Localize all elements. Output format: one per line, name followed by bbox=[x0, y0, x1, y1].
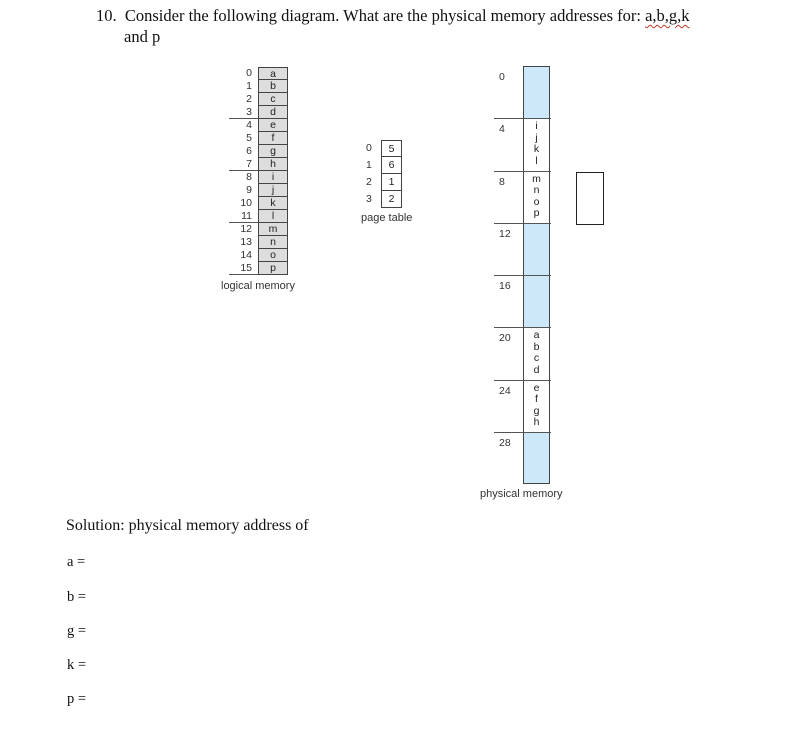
frame-number: 1 bbox=[381, 174, 402, 191]
logical-memory-cell: m bbox=[258, 223, 288, 236]
physical-memory-letter: d bbox=[533, 363, 540, 376]
logical-memory-cell: g bbox=[258, 145, 288, 158]
logical-address: 14 bbox=[240, 249, 252, 261]
frame-number: 5 bbox=[381, 140, 402, 157]
logical-memory-cell: n bbox=[258, 236, 288, 249]
logical-memory-cell: f bbox=[258, 132, 288, 145]
answer-line: g = bbox=[67, 623, 87, 639]
physical-frame-contents bbox=[524, 328, 549, 379]
physical-memory-letter: h bbox=[533, 416, 540, 428]
logical-address: 11 bbox=[229, 210, 258, 223]
physical-memory-letter: l bbox=[535, 154, 538, 167]
physical-memory-letter: f bbox=[535, 393, 538, 405]
frame-address: 20 bbox=[499, 332, 511, 345]
frame-address: 4 bbox=[499, 123, 505, 136]
physical-memory-letter: e bbox=[533, 381, 540, 394]
logical-memory-row bbox=[229, 119, 288, 132]
physical-memory-caption: physical memory bbox=[480, 488, 563, 500]
frame-address: 0 bbox=[499, 71, 505, 83]
logical-memory-cell: k bbox=[258, 197, 288, 210]
logical-memory-cell: p bbox=[258, 262, 288, 275]
logical-address: 12 bbox=[240, 223, 252, 235]
frame-address: 28 bbox=[499, 436, 511, 449]
logical-address: 4 bbox=[246, 119, 252, 131]
frame-address: 24 bbox=[499, 384, 511, 397]
logical-address: 1 bbox=[246, 80, 252, 92]
empty-answer-box bbox=[576, 172, 604, 225]
logical-memory-row bbox=[229, 158, 288, 171]
physical-frame-contents bbox=[524, 119, 549, 170]
logical-memory-row bbox=[229, 145, 288, 158]
frame-address: 12 bbox=[499, 227, 511, 240]
frame-divider bbox=[494, 432, 551, 433]
question-number: 10. bbox=[96, 6, 117, 25]
logical-memory-cell: o bbox=[258, 249, 288, 262]
physical-memory-letter: n bbox=[533, 184, 540, 196]
logical-address: 8 bbox=[246, 171, 252, 183]
frame-address: 16 bbox=[499, 280, 511, 292]
logical-memory-cell: c bbox=[258, 93, 288, 106]
logical-memory-cell: e bbox=[258, 119, 288, 132]
frame-divider bbox=[494, 223, 551, 224]
logical-memory-row bbox=[229, 132, 288, 145]
logical-memory-row bbox=[229, 262, 288, 275]
page-table-caption: page table bbox=[361, 212, 413, 224]
answer-line: p = bbox=[67, 691, 87, 707]
physical-memory-letter: g bbox=[533, 404, 540, 417]
logical-memory-row bbox=[229, 80, 288, 93]
logical-address: 9 bbox=[246, 184, 252, 196]
physical-frame-contents bbox=[524, 381, 549, 432]
logical-memory-row bbox=[229, 236, 288, 249]
logical-memory-cell: h bbox=[258, 158, 288, 171]
logical-memory-row bbox=[229, 106, 288, 119]
logical-memory-row bbox=[229, 210, 288, 223]
logical-address: 10 bbox=[240, 197, 252, 209]
frame-number: 6 bbox=[381, 157, 402, 174]
logical-address: 7 bbox=[229, 158, 258, 171]
logical-address: 15 bbox=[229, 262, 258, 275]
frame-divider bbox=[494, 275, 551, 276]
logical-address: 2 bbox=[246, 93, 252, 105]
logical-memory-row bbox=[229, 93, 288, 106]
logical-memory-row bbox=[229, 197, 288, 210]
logical-address: 3 bbox=[229, 106, 258, 119]
physical-memory-letter: m bbox=[532, 172, 541, 185]
logical-address: 13 bbox=[240, 236, 252, 248]
logical-memory-row bbox=[229, 67, 288, 80]
logical-memory-row bbox=[229, 223, 288, 236]
physical-memory-letter: k bbox=[533, 143, 540, 156]
question-variables: a,b,g,k bbox=[645, 6, 690, 25]
answer-line: a = bbox=[67, 554, 86, 570]
physical-memory-letter: j bbox=[535, 131, 538, 144]
logical-memory-cell: b bbox=[258, 80, 288, 93]
logical-address: 0 bbox=[246, 67, 252, 79]
logical-address: 5 bbox=[246, 132, 252, 144]
frame-number: 2 bbox=[381, 191, 402, 208]
logical-memory-cell: j bbox=[258, 184, 288, 197]
physical-memory-letter: c bbox=[533, 352, 540, 365]
logical-memory-table bbox=[229, 67, 288, 275]
physical-memory-letter: i bbox=[535, 120, 538, 133]
logical-address: 6 bbox=[246, 145, 252, 157]
physical-memory-letter: p bbox=[533, 207, 540, 219]
logical-memory-cell: a bbox=[258, 67, 288, 80]
physical-frame-contents bbox=[524, 172, 549, 223]
logical-memory-cell: i bbox=[258, 171, 288, 184]
page-number: 1 bbox=[366, 159, 372, 171]
logical-memory-row bbox=[229, 249, 288, 262]
logical-memory-cell: d bbox=[258, 106, 288, 119]
physical-memory-letter: a bbox=[533, 329, 540, 342]
logical-memory-caption: logical memory bbox=[221, 280, 295, 292]
frame-address: 8 bbox=[499, 175, 505, 188]
question-line-2: and p bbox=[124, 27, 161, 46]
question-text: Consider the following diagram. What are the physical memory addresses for: bbox=[124, 6, 646, 25]
physical-memory-diagram bbox=[494, 66, 551, 484]
answer-line: b = bbox=[67, 589, 87, 605]
physical-memory-letter: o bbox=[533, 195, 540, 208]
page-number: 2 bbox=[366, 176, 372, 188]
logical-memory-row bbox=[229, 171, 288, 184]
page-number: 0 bbox=[366, 142, 372, 154]
question-line-1 bbox=[96, 6, 690, 26]
logical-memory-cell: l bbox=[258, 210, 288, 223]
page-number: 3 bbox=[366, 193, 372, 205]
answer-line: k = bbox=[67, 657, 87, 673]
physical-memory-letter: b bbox=[533, 340, 540, 353]
solution-title: Solution: physical memory address of bbox=[66, 517, 309, 534]
logical-memory-row bbox=[229, 184, 288, 197]
